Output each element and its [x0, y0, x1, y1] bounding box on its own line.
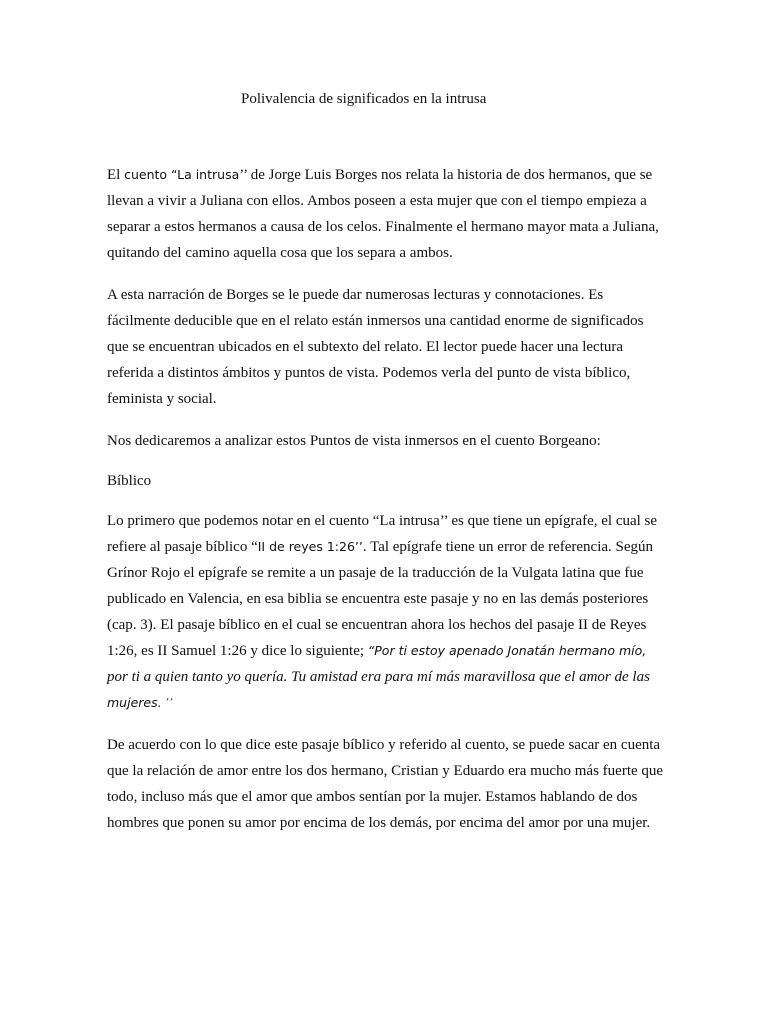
- paragraph-intro: [107, 162, 667, 266]
- section-heading-biblico: Bíblico: [107, 473, 152, 489]
- bible-quote-body: por ti a quien tanto yo quería. Tu amistad era para mí más maravillosa que el amor de las: [107, 669, 650, 685]
- paragraph-readings: A esta narración de Borges se le puede dar numerosas lecturas y connotaciones. Es fácilmente deducible que en el relato están inmersos una cantidad enorme de significados que se encuentran ubicados en el subtexto del relato. El lector puede hacer una lectura referida a distintos ámbitos y puntos de vista. Podemos verla del punto de vista bíblico, feminista y social.: [107, 287, 644, 407]
- paragraph-intro-start: El: [107, 167, 125, 183]
- bible-quote-opening: “Por ti estoy apenado Jonatán hermano mío,: [367, 643, 647, 658]
- bible-quote-closing-marks: ’’: [161, 695, 174, 710]
- paragraph-approach: Nos dedicaremos a analizar estos Puntos de vista inmersos en el cuento Borgeano:: [107, 433, 601, 449]
- story-title-fragment: cuento “La intrusa: [124, 167, 240, 182]
- paragraph-intro-rest: ’’ de Jorge Luis Borges nos relata la historia de dos hermanos, que se llevan a vivir a Juliana con ellos. Ambos poseen a esta mujer que con el tiempo empieza a separar a estos hermanos a causa de los celos. Finalmente el hermano mayor mata a Juliana, quitando del camino aquella cosa que los separa a ambos.: [107, 167, 659, 261]
- paragraph-conclusion: De acuerdo con lo que dice este pasaje bíblico y referido al cuento, se puede sacar en cuenta que la relación de amor entre los dos hermano, Cristian y Eduardo era mucho más fuerte que todo, incluso más que el amor que ambos sentían por la mujer. Estamos hablando de dos hombres que ponen su amor por encima de los demás, por encima del amor por una mujer.: [107, 737, 664, 831]
- paragraph-epigraph: [107, 508, 667, 716]
- epigraph-reference: II de reyes 1:26’’: [257, 539, 363, 554]
- paragraph-epigraph-middle: . Tal epígrafe tiene un error de referencia. Según Grínor Rojo el epígrafe se remite a un pasaje de la traducción de la Vulgata latina que fue publicado en Valencia, en esa biblia se encuentra este pasaje y no en las demás posteriores (cap. 3). El pasaje bíblico en el cual se encuentran ahora los hechos del pasaje II de Reyes 1:26, es II Samuel 1:26 y dice lo siguiente;: [107, 539, 654, 659]
- paragraph-epigraph-start: Lo primero que podemos notar en el cuento “La intrusa’’ es que tiene un epígrafe, el cual se refiere al pasaje bíblico “: [107, 513, 658, 555]
- document-title: Polivalencia de significados en la intrusa: [241, 91, 487, 107]
- document-body: [107, 162, 667, 852]
- bible-quote-ending: mujeres.: [107, 695, 162, 710]
